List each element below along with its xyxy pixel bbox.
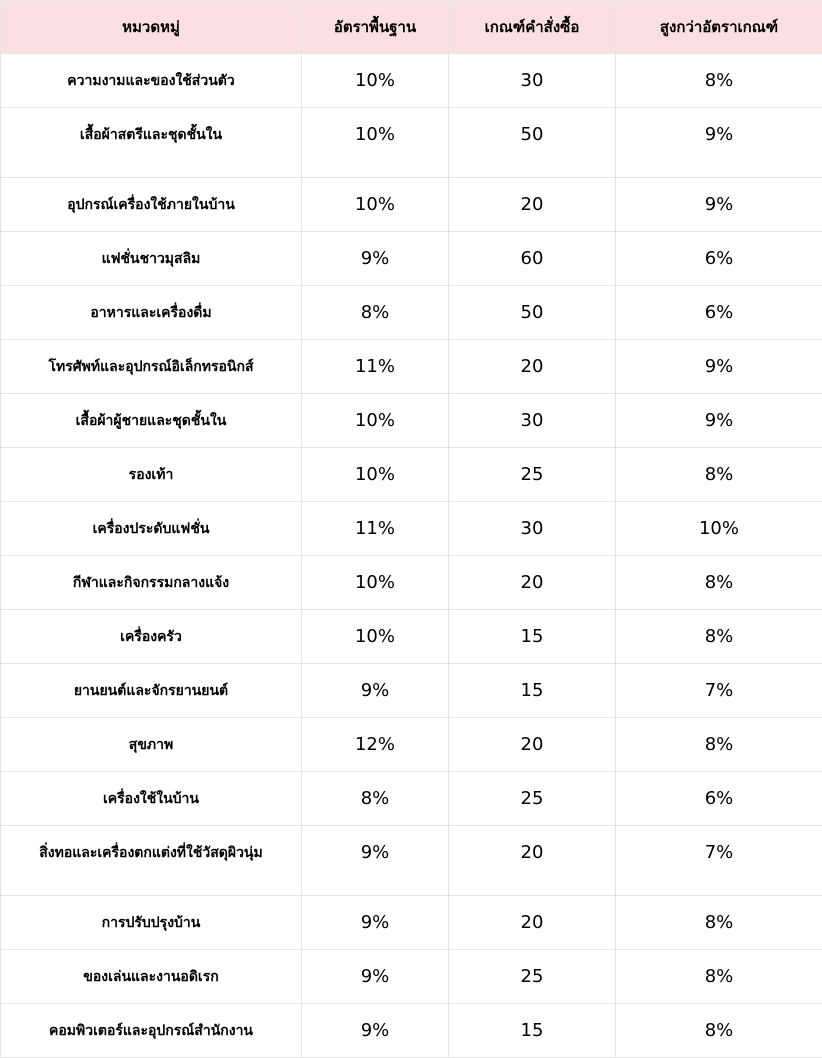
- table-row: [1, 178, 822, 232]
- above-threshold-rate-cell: 8%: [616, 718, 822, 772]
- order-threshold-cell: 15: [449, 610, 616, 664]
- table-row: [1, 286, 822, 340]
- above-threshold-rate-cell: 6%: [616, 772, 822, 826]
- category-cell: ยานยนต์และจักรยานยนต์: [1, 664, 302, 718]
- base-rate-cell: 9%: [302, 896, 449, 950]
- table-body: [1, 54, 822, 1058]
- base-rate-cell: 9%: [302, 826, 449, 896]
- base-rate-cell: 11%: [302, 502, 449, 556]
- base-rate-cell: 8%: [302, 286, 449, 340]
- table-row: [1, 108, 822, 178]
- category-cell: การปรับปรุงบ้าน: [1, 896, 302, 950]
- header-above-threshold-rate: สูงกว่าอัตราเกณฑ์: [616, 1, 822, 54]
- base-rate-cell: 10%: [302, 54, 449, 108]
- header-category: หมวดหมู่: [1, 1, 302, 54]
- category-cell: ของเล่นและงานอดิเรก: [1, 950, 302, 1004]
- category-cell: รองเท้า: [1, 448, 302, 502]
- base-rate-cell: 10%: [302, 394, 449, 448]
- table-row: [1, 896, 822, 950]
- category-cell: เครื่องครัว: [1, 610, 302, 664]
- table-row: [1, 448, 822, 502]
- category-cell: สุขภาพ: [1, 718, 302, 772]
- above-threshold-rate-cell: 8%: [616, 54, 822, 108]
- base-rate-cell: 12%: [302, 718, 449, 772]
- order-threshold-cell: 20: [449, 826, 616, 896]
- header-base-rate: อัตราพื้นฐาน: [302, 1, 449, 54]
- table-row: [1, 772, 822, 826]
- order-threshold-cell: 30: [449, 502, 616, 556]
- table-row: [1, 556, 822, 610]
- table-row: [1, 232, 822, 286]
- table-row: [1, 340, 822, 394]
- table-row: [1, 394, 822, 448]
- order-threshold-cell: 25: [449, 448, 616, 502]
- base-rate-cell: 10%: [302, 178, 449, 232]
- table-row: [1, 502, 822, 556]
- above-threshold-rate-cell: 9%: [616, 340, 822, 394]
- header-row: [1, 1, 822, 54]
- order-threshold-cell: 15: [449, 1004, 616, 1058]
- above-threshold-rate-cell: 7%: [616, 826, 822, 896]
- order-threshold-cell: 30: [449, 54, 616, 108]
- table-row: [1, 718, 822, 772]
- category-cell: แฟชั่นชาวมุสลิม: [1, 232, 302, 286]
- above-threshold-rate-cell: 9%: [616, 108, 822, 178]
- table-row: [1, 826, 822, 896]
- category-cell: กีฬาและกิจกรรมกลางแจ้ง: [1, 556, 302, 610]
- above-threshold-rate-cell: 7%: [616, 664, 822, 718]
- table-row: [1, 54, 822, 108]
- order-threshold-cell: 20: [449, 556, 616, 610]
- above-threshold-rate-cell: 10%: [616, 502, 822, 556]
- order-threshold-cell: 50: [449, 286, 616, 340]
- above-threshold-rate-cell: 6%: [616, 286, 822, 340]
- table-row: [1, 610, 822, 664]
- above-threshold-rate-cell: 8%: [616, 1004, 822, 1058]
- base-rate-cell: 9%: [302, 1004, 449, 1058]
- above-threshold-rate-cell: 8%: [616, 610, 822, 664]
- table-header: [1, 1, 822, 54]
- table-row: [1, 950, 822, 1004]
- base-rate-cell: 9%: [302, 664, 449, 718]
- order-threshold-cell: 15: [449, 664, 616, 718]
- category-cell: อาหารและเครื่องดื่ม: [1, 286, 302, 340]
- above-threshold-rate-cell: 9%: [616, 178, 822, 232]
- base-rate-cell: 11%: [302, 340, 449, 394]
- order-threshold-cell: 20: [449, 340, 616, 394]
- above-threshold-rate-cell: 8%: [616, 896, 822, 950]
- header-order-threshold: เกณฑ์คำสั่งซื้อ: [449, 1, 616, 54]
- order-threshold-cell: 20: [449, 896, 616, 950]
- base-rate-cell: 10%: [302, 610, 449, 664]
- order-threshold-cell: 25: [449, 772, 616, 826]
- table-row: [1, 1004, 822, 1058]
- category-cell: เครื่องใช้ในบ้าน: [1, 772, 302, 826]
- order-threshold-cell: 25: [449, 950, 616, 1004]
- table-row: [1, 664, 822, 718]
- category-cell: อุปกรณ์เครื่องใช้ภายในบ้าน: [1, 178, 302, 232]
- category-cell: โทรศัพท์และอุปกรณ์อิเล็กทรอนิกส์: [1, 340, 302, 394]
- above-threshold-rate-cell: 9%: [616, 394, 822, 448]
- above-threshold-rate-cell: 8%: [616, 556, 822, 610]
- order-threshold-cell: 50: [449, 108, 616, 178]
- category-cell: เสื้อผ้าสตรีและชุดชั้นใน: [1, 108, 302, 178]
- base-rate-cell: 10%: [302, 556, 449, 610]
- base-rate-cell: 10%: [302, 448, 449, 502]
- order-threshold-cell: 60: [449, 232, 616, 286]
- base-rate-cell: 9%: [302, 950, 449, 1004]
- base-rate-cell: 9%: [302, 232, 449, 286]
- above-threshold-rate-cell: 8%: [616, 448, 822, 502]
- order-threshold-cell: 30: [449, 394, 616, 448]
- category-cell: คอมพิวเตอร์และอุปกรณ์สำนักงาน: [1, 1004, 302, 1058]
- order-threshold-cell: 20: [449, 178, 616, 232]
- above-threshold-rate-cell: 8%: [616, 950, 822, 1004]
- category-cell: สิ่งทอและเครื่องตกแต่งที่ใช้วัสดุผิวนุ่ม: [1, 826, 302, 896]
- base-rate-cell: 8%: [302, 772, 449, 826]
- category-cell: เครื่องประดับแฟชั่น: [1, 502, 302, 556]
- base-rate-cell: 10%: [302, 108, 449, 178]
- category-cell: ความงามและของใช้ส่วนตัว: [1, 54, 302, 108]
- category-cell: เสื้อผ้าผู้ชายและชุดชั้นใน: [1, 394, 302, 448]
- order-threshold-cell: 20: [449, 718, 616, 772]
- above-threshold-rate-cell: 6%: [616, 232, 822, 286]
